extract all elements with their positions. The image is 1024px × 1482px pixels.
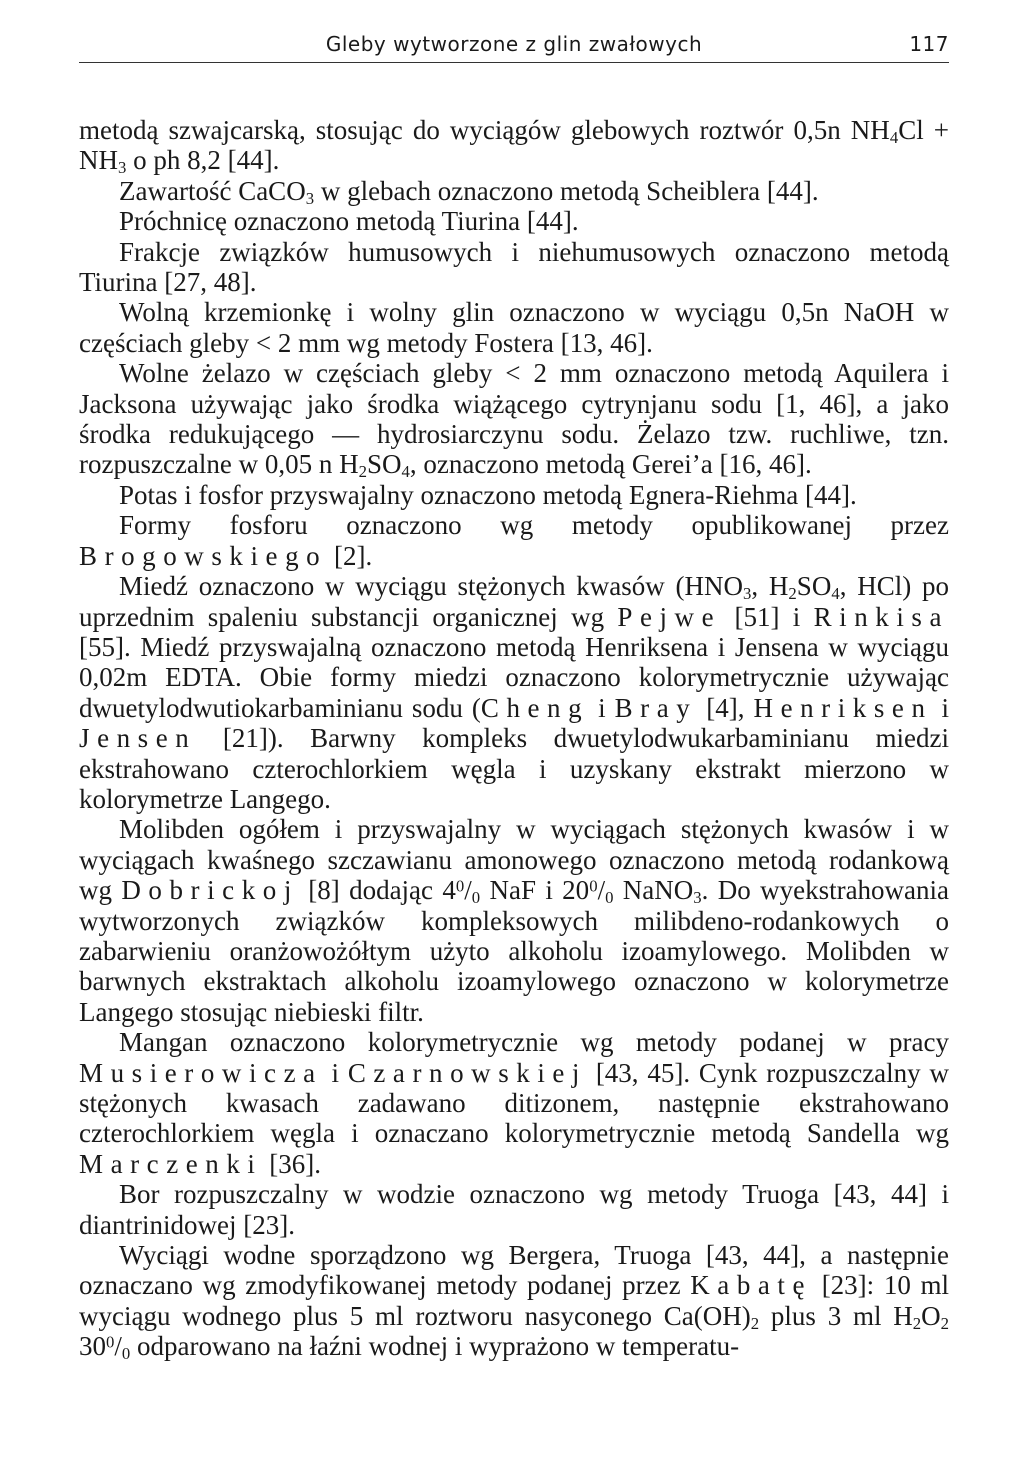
paragraph: Zawartość CaCO$_3$ w glebach oznaczono metodą Scheiblera [44]. [119,175,819,208]
page-number: 117 [909,32,949,56]
paragraph: Wolne żelazo w częściach gleby < 2 mm oznaczono metodą Aquilera i Jacksona używając jako środka wiążącego cytrynjanu sodu [1, 46], a jako środka redukującego — hydrosiarczynu sodu. Żelazo tzw. ruchliwe, tzn. rozpuszczalne w 0,05 n $H_2SO_4$, oznaczono metodą Gerei’a [16, 46]. [79,358,949,482]
paragraph: Molibden ogółem i przyswajalny w wyciągach stężonych kwasów i w wyciągach kwaśnego szczawianu amonowego oznaczono metodą rodankową wg Dobrickoj [8] dodając $4^0/_0$ NaF i $20^0/_0$ NaNO$_3$. Do wyekstrahowania wytworzonych związków kompleksowych milibdeno-rodankowych o zabarwieniu oranżowożółtym użyto alkoholu izoamylowego. Molibden w barwnych ekstraktach alkoholu izoamylowego oznaczono w kolorymetrze Langego stosując niebieski filtr. [79,814,950,1027]
author-name: Brogowskiego [79,540,328,571]
paragraph: Bor rozpuszczalny w wodzie oznaczono wg metody Truoga [43, 44] i diantrinidowej [23]. [79,1179,949,1240]
body-text [79,115,949,1362]
paragraph: Potas i fosfor przyswajalny oznaczono metodą Egnera-Riehma [44]. [119,479,857,510]
running-title: Gleby wytworzone z glin zwałowych [325,32,703,56]
paragraph: Wyciągi wodne sporządzono wg Bergera, Truoga [43, 44], a następnie oznaczano wg zmodyfikowanej metody podanej przez Kabatę [23]: 10 ml wyciągu wodnego plus 5 ml roztworu nasyconego $Ca(OH)_2$ plus 3 ml $H_2O_2$ $30^0/_0$ odparowano na łaźni wodnej i wyprażono w temperatu- [79,1240,950,1364]
paragraph: Frakcje związków humusowych i niehumusowych oznaczono metodą Tiurina [27, 48]. [79,236,949,298]
paragraph: Formy fosforu oznaczono wg metody opublikowanej przez Brogowskiego [2]. [79,510,949,571]
paragraph: Wolną krzemionkę i wolny glin oznaczono w wyciągu 0,5n NaOH w częściach gleby < 2 mm wg metody Fostera [13, 46]. [79,297,949,358]
author-name: Jensen [79,723,197,754]
author-name: Rinkisa [813,601,949,632]
author-name: Dobrickoj [121,875,299,906]
paragraph: Mangan oznaczono kolorymetrycznie wg metody podanej w pracy Musierowicza i Czarnowskiej [43, 45]. Cynk rozpuszczalny w stężonych kwasach zadawano ditizonem, następnie ekstrahowano czterochlorkiem węgla i oznaczano kolorymetrycznie metodą Sandella wg Marczenki [36]. [79,1027,949,1179]
running-head [79,30,949,63]
paragraph: metodą szwajcarską, stosując do wyciągów glebowych roztwór 0,5n $NH_4Cl + NH_3$ o ph 8,2 [44]. [79,115,949,178]
paragraph: Próchnicę oznaczono metodą Tiurina [44]. [119,206,579,237]
page [79,30,949,1362]
author-name: Cheng [480,692,590,723]
author-name: Czarnowskiej [347,1057,587,1088]
author-name: Henriksen [753,692,933,723]
author-name: Bray [614,692,698,723]
author-name: Pejwe [617,601,722,632]
paragraph: Miedź oznaczono w wyciągu stężonych kwasów ($HNO_3$, $H_2SO_4$, HCl) po uprzednim spaleniu substancji organicznej wg Pejwe [51] i Rinkisa [55]. Miedź przyswajalną oznaczono metodą Henriksena i Jensena w wyciągu 0,02m EDTA. Obie formy miedzi oznaczono kolorymetrycznie używając dwuetylodwutiokarbaminianu sodu (Cheng i Bray [4], Henriksen i Jensen [21]). Barwny kompleks dwuetylodwukarbaminianu miedzi ekstrahowano czterochlorkiem węgla i uzyskany ekstrakt mierzono w kolorymetrze Langego. [79,571,949,814]
author-name: Kabatę [690,1270,813,1301]
author-name: Marczenki [79,1148,263,1179]
author-name: Musierowicza [79,1057,323,1088]
